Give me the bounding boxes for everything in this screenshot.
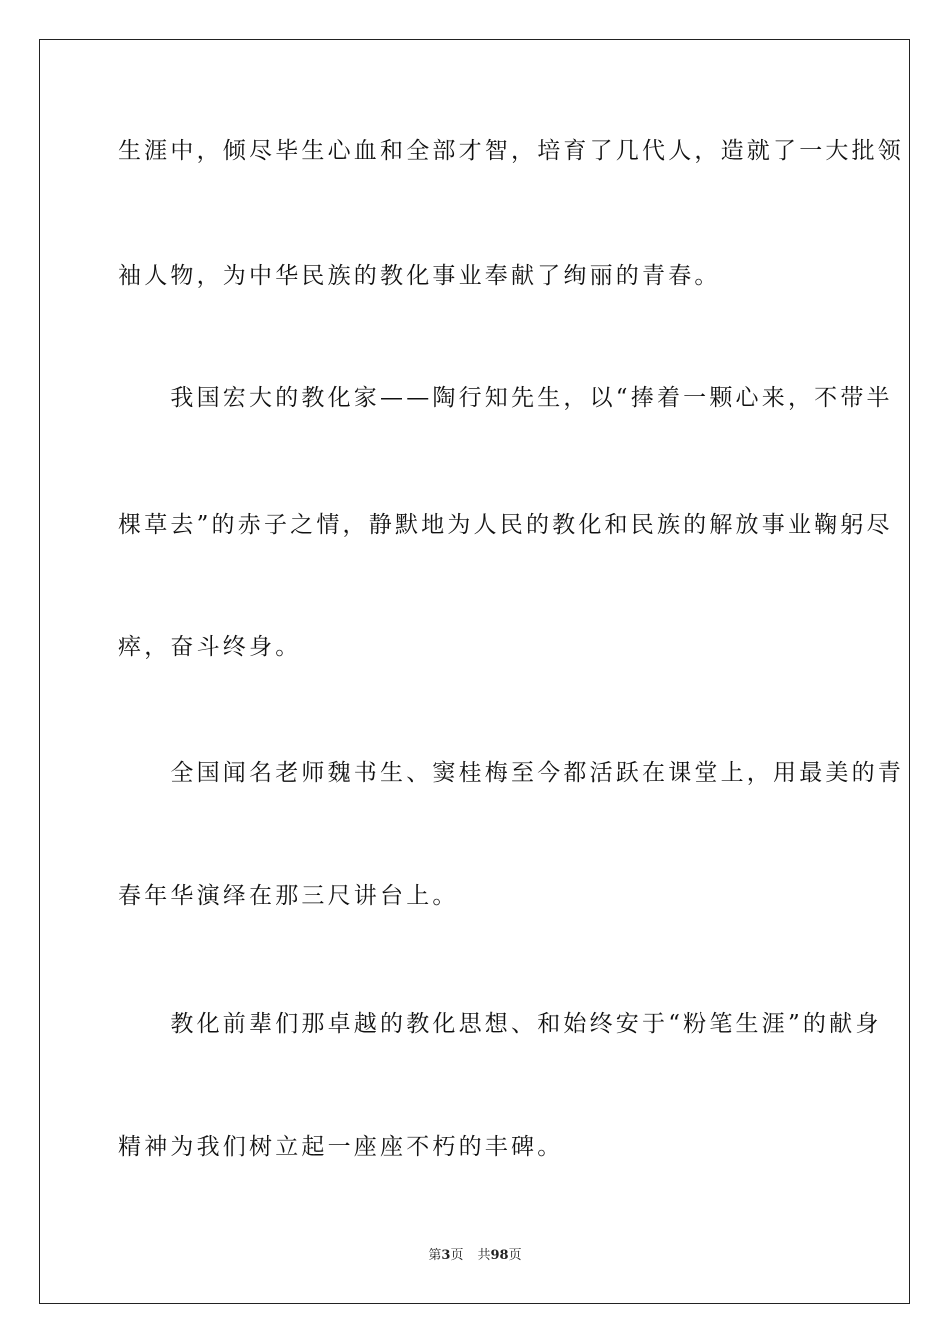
text-line-5: 瘁，奋斗终身。 xyxy=(118,634,302,660)
text-line-1: 生涯中，倾尽毕生心血和全部才智，培育了几代人，造就了一大批领 xyxy=(118,138,904,164)
text-line-7: 春年华演绎在那三尺讲台上。 xyxy=(118,883,459,909)
text-line-3: 我国宏大的教化家——陶行知先生，以“捧着一颗心来，不带半 xyxy=(118,385,893,411)
page-prefix: 第 xyxy=(428,1248,442,1263)
total-suffix: 页 xyxy=(508,1248,522,1263)
page-footer xyxy=(0,1246,950,1266)
total-prefix: 共 xyxy=(477,1248,491,1263)
text-line-2: 袖人物，为中华民族的教化事业奉献了绚丽的青春。 xyxy=(118,263,721,289)
page-number: 3 xyxy=(441,1248,451,1263)
text-line-9: 精神为我们树立起一座座不朽的丰碑。 xyxy=(118,1134,564,1160)
total-pages: 98 xyxy=(490,1248,509,1263)
text-line-6: 全国闻名老师魏书生、窦桂梅至今都活跃在课堂上，用最美的青 xyxy=(118,760,904,786)
page-border xyxy=(39,39,910,1304)
text-line-8: 教化前辈们那卓越的教化思想、和始终安于“粉笔生涯”的献身 xyxy=(118,1011,882,1037)
text-line-4: 棵草去”的赤子之情，静默地为人民的教化和民族的解放事业鞠躬尽 xyxy=(118,512,893,538)
page-suffix: 页 xyxy=(450,1248,464,1263)
